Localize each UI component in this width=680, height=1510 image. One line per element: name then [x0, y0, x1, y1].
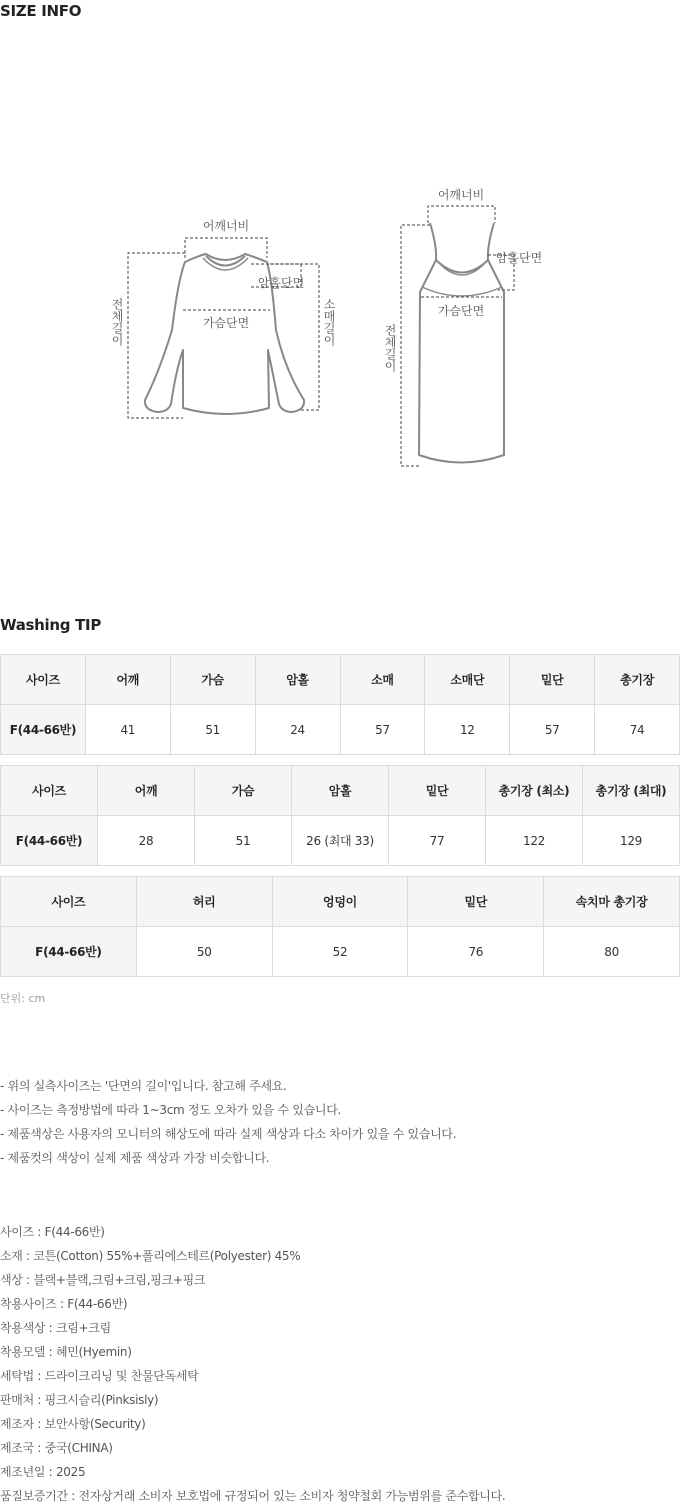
table-cell: 52 [272, 927, 408, 977]
note-item: - 사이즈는 측정방법에 따라 1~3cm 정도 오차가 있을 수 있습니다. [0, 1103, 342, 1117]
note-item: - 제품색상은 사용자의 모니터의 해상도에 따라 실제 색상과 다소 차이가 있을 수 있습니다. [0, 1127, 457, 1141]
table-cell: 50 [136, 927, 272, 977]
shirt-shoulder-label: 어깨너비 [202, 219, 250, 233]
table-header: 소매 [340, 655, 425, 705]
table-header: 사이즈 [1, 766, 98, 816]
shirt-sleeve-label: 소매길이 [322, 298, 336, 346]
info-item: 제조자 : 보안사항(Security) [0, 1417, 146, 1431]
info-item: 색상 : 블랙+블랙,크림+크림,핑크+핑크 [0, 1273, 206, 1287]
table-header: 사이즈 [1, 877, 137, 927]
table-header: 총기장 (최대) [583, 766, 680, 816]
table-cell: F(44-66반) [1, 816, 98, 866]
table-header: 총기장 (최소) [486, 766, 583, 816]
table-cell: 24 [255, 705, 340, 755]
dress-waist [422, 287, 502, 296]
table-header: 밑단 [510, 655, 595, 705]
product-info-list [0, 1222, 505, 1510]
size-diagram [0, 180, 680, 480]
table-header: 허리 [136, 877, 272, 927]
table-cell: 80 [544, 927, 680, 977]
table-row [1, 927, 680, 977]
info-item: 판매처 : 핑크시슬리(Pinksisly) [0, 1393, 159, 1407]
table-row [1, 705, 680, 755]
shirt-chest-label: 가슴단면 [202, 316, 250, 330]
table-header: 어깨 [98, 766, 195, 816]
table-cell: 74 [595, 705, 680, 755]
washing-tip-title: Washing TIP [0, 616, 102, 634]
info-item: 소재 : 코튼(Cotton) 55%+폴리에스테르(Polyester) 45% [0, 1249, 301, 1263]
table-cell: 12 [425, 705, 510, 755]
table-header: 가슴 [195, 766, 292, 816]
size-notes [0, 1076, 456, 1172]
shirt-armhole-label: 암홀단면 [257, 276, 305, 290]
size-table-dress [0, 765, 680, 866]
dress-outline [419, 223, 504, 463]
table-header: 사이즈 [1, 655, 86, 705]
table-header: 암홀 [255, 655, 340, 705]
dress-measure-lines [401, 206, 514, 466]
table-cell: 57 [340, 705, 425, 755]
info-item: 착용모델 : 혜민(Hyemin) [0, 1345, 132, 1359]
table-cell: 26 (최대 33) [292, 816, 389, 866]
dress-diagram [419, 223, 504, 463]
info-item: 착용사이즈 : F(44-66반) [0, 1297, 128, 1311]
dress-armhole-label: 암홀단면 [495, 251, 543, 265]
info-item: 사이즈 : F(44-66반) [0, 1225, 105, 1239]
table-cell: 57 [510, 705, 595, 755]
table-header: 소매단 [425, 655, 510, 705]
table-header: 속치마 총기장 [544, 877, 680, 927]
dress-neckline [436, 260, 488, 273]
table-row [1, 816, 680, 866]
table-cell: 51 [195, 816, 292, 866]
table-header: 총기장 [595, 655, 680, 705]
dress-total-label: 전체길이 [383, 324, 397, 372]
info-item: 제조년일 : 2025 [0, 1465, 86, 1479]
note-item: - 위의 실측사이즈는 '단면의 길이'입니다. 참고해 주세요. [0, 1079, 287, 1093]
size-table-top [0, 654, 680, 755]
table-cell: F(44-66반) [1, 705, 86, 755]
table-cell: 28 [98, 816, 195, 866]
note-item: - 제품컷의 색상이 실제 제품 색상과 가장 비슷합니다. [0, 1151, 270, 1165]
table-cell: 41 [85, 705, 170, 755]
table-header: 암홀 [292, 766, 389, 816]
table-header: 밑단 [389, 766, 486, 816]
table-header: 가슴 [170, 655, 255, 705]
table-header: 엉덩이 [272, 877, 408, 927]
table-cell: 77 [389, 816, 486, 866]
info-item: 착용색상 : 크림+크림 [0, 1321, 111, 1335]
size-table-skirt [0, 876, 680, 977]
dress-chest-label: 가슴단면 [437, 304, 485, 318]
table-cell: 122 [486, 816, 583, 866]
table-header: 밑단 [408, 877, 544, 927]
table-cell: F(44-66반) [1, 927, 137, 977]
info-item: 세탁법 : 드라이크리닝 및 찬물단독세탁 [0, 1369, 199, 1383]
unit-label: 단위: cm [0, 992, 46, 1005]
size-info-title: SIZE INFO [0, 2, 82, 20]
info-item: 제조국 : 중국(CHINA) [0, 1441, 113, 1455]
shirt-total-label: 전체길이 [110, 298, 124, 346]
table-cell: 51 [170, 705, 255, 755]
table-cell: 129 [583, 816, 680, 866]
table-cell: 76 [408, 927, 544, 977]
info-item: 품질보증기간 : 전자상거래 소비자 보호법에 규정되어 있는 소비자 청약철회 가능범위를 준수합니다. [0, 1489, 506, 1503]
dress-shoulder-label: 어깨너비 [437, 188, 485, 202]
table-header: 어깨 [85, 655, 170, 705]
